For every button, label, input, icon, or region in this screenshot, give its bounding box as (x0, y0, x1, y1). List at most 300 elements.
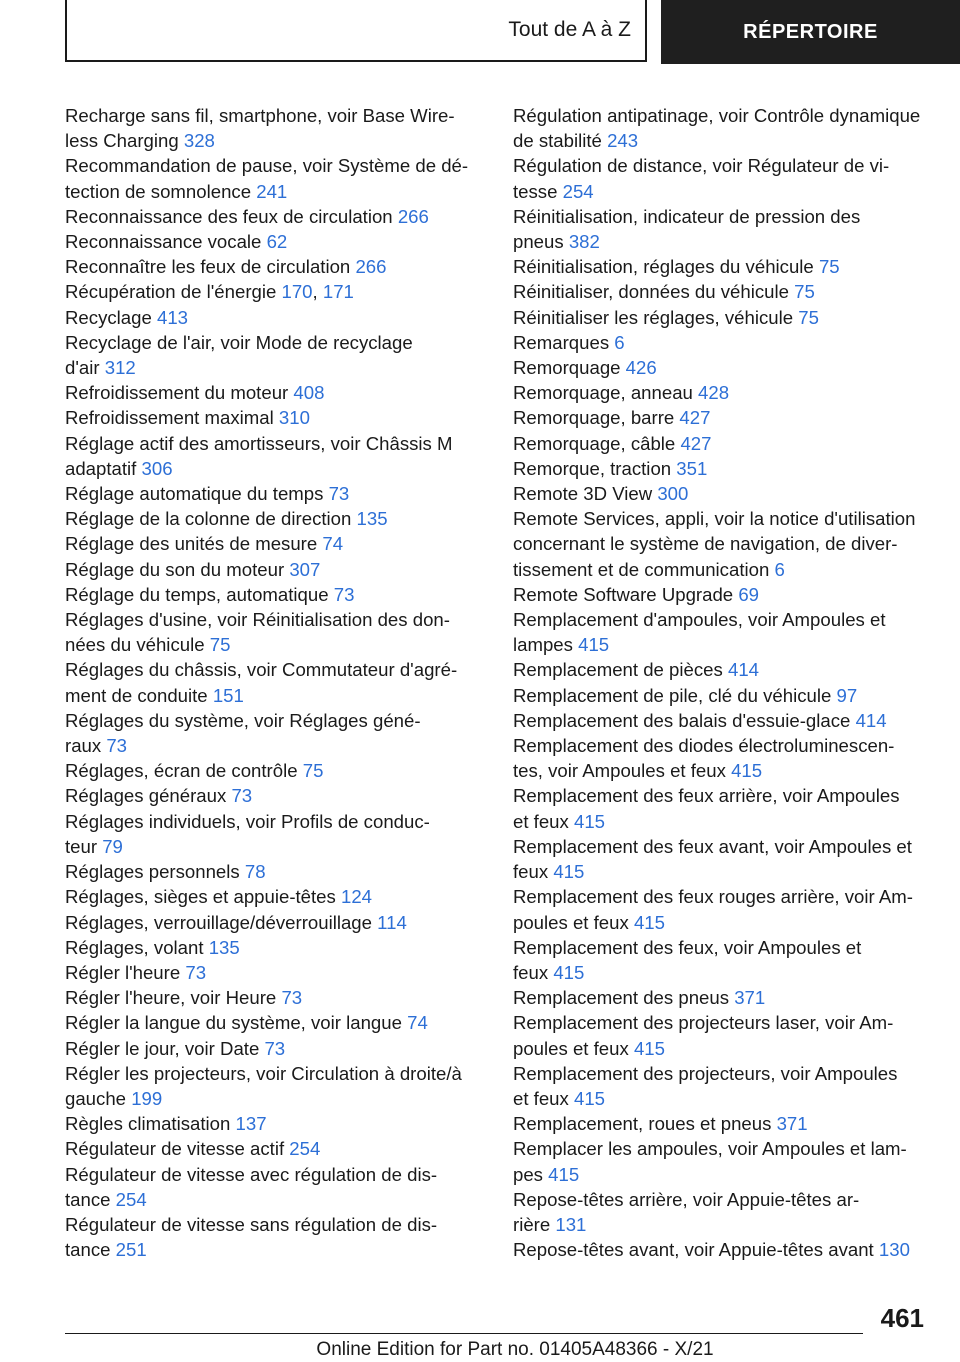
page-reference-link[interactable]: 312 (104, 357, 136, 379)
page-reference-link[interactable]: 73 (333, 583, 355, 605)
page-reference-link[interactable]: 74 (407, 1012, 428, 1034)
index-entry-line (65, 809, 485, 834)
index-entry-text: Réglages, sièges et appuie-têtes (65, 886, 336, 908)
index-entry-text: Réinitialiser les réglages, véhicule (513, 306, 794, 328)
page-reference-link[interactable]: 243 (607, 130, 639, 152)
index-entry-text: d'air (65, 357, 100, 379)
page-reference-link[interactable]: 69 (738, 583, 759, 605)
page-reference-link[interactable]: 130 (878, 1239, 910, 1261)
index-entry (65, 935, 485, 960)
page-reference-link[interactable]: 75 (302, 760, 324, 782)
index-entry-text: de stabilité (513, 130, 602, 152)
index-entry-line (513, 1136, 938, 1161)
page-reference-link[interactable]: 266 (397, 205, 429, 227)
page-reference-link[interactable]: 415 (574, 810, 606, 832)
index-entry (513, 657, 938, 682)
page-reference-link[interactable]: 254 (289, 1138, 321, 1160)
page-reference-link[interactable]: 73 (106, 735, 128, 757)
page-reference-link[interactable]: 266 (355, 256, 387, 278)
index-entry-text: Régulation de distance, voir Régulateur de vi‐ (513, 155, 890, 177)
index-entry-line (513, 557, 938, 582)
index-entry-text: Réglage des unités de mesure (65, 533, 318, 555)
index-entry-line (65, 330, 485, 355)
index-entry (513, 708, 938, 733)
index-entry-line (65, 1162, 485, 1187)
index-entry-text: Recyclage de l'air, voir Mode de recyclage (65, 331, 413, 353)
index-entry-line (513, 935, 938, 960)
index-entry (65, 153, 485, 203)
index-entry-line (65, 1136, 485, 1161)
index-entry-line (513, 1237, 938, 1262)
index-entry-line (65, 128, 485, 153)
index-entry-text: Remarques (513, 331, 610, 353)
index-entry-line (513, 279, 938, 304)
index-entry (513, 305, 938, 330)
index-entry-text: Réglage du son du moteur (65, 558, 285, 580)
index-entry-line (65, 506, 485, 531)
index-entry (65, 405, 485, 430)
page-reference-link[interactable]: 79 (102, 835, 123, 857)
index-entry-text: pneus (513, 231, 564, 253)
index-entry-text: gauche (65, 1087, 127, 1109)
index-entry-text: Remplacement de pièces (513, 659, 723, 681)
index-entry-text: Reconnaître les feux de circulation (65, 256, 351, 278)
index-entry-line (513, 1010, 938, 1035)
index-entry-text: tance (65, 1188, 111, 1210)
index-entry (513, 783, 938, 833)
index-entry-text: Réglages, volant (65, 936, 204, 958)
index-entry-text: Remorque, traction (513, 457, 672, 479)
index-entry (513, 985, 938, 1010)
index-entry-text: Règles climatisation (65, 1113, 231, 1135)
index-entry-line (65, 531, 485, 556)
index-entry-line (65, 758, 485, 783)
index-entry-text: pes (513, 1163, 543, 1185)
index-entry-line (513, 733, 938, 758)
page-reference-link[interactable]: 427 (680, 432, 712, 454)
footer-divider (65, 1333, 863, 1334)
index-entry-text: Repose-têtes avant, voir Appuie-têtes avant (513, 1239, 874, 1261)
index-entry-text: Refroidissement maximal (65, 407, 274, 429)
index-column-left (65, 103, 485, 1262)
index-entry (65, 204, 485, 229)
index-entry-line (65, 607, 485, 632)
index-entry-line (513, 456, 938, 481)
index-entry-text: Régler la langue du système, voir langue (65, 1012, 402, 1034)
index-entry-line (513, 1212, 938, 1237)
index-entry-text: tesse (513, 180, 558, 202)
index-entry-text: raux (65, 735, 102, 757)
index-entry-line (513, 103, 938, 128)
index-entry-line (513, 1111, 938, 1136)
index-entry-line (65, 355, 485, 380)
index-entry-text: Réglage du temps, automatique (65, 583, 329, 605)
index-entry-text: et feux (513, 1087, 569, 1109)
index-entry (513, 1136, 938, 1186)
index-entry-line (65, 985, 485, 1010)
page-reference-link[interactable]: 74 (322, 533, 344, 555)
page-reference-link[interactable]: 137 (235, 1113, 267, 1135)
index-entry-text: Réglages individuels, voir Profils de conduc‐ (65, 810, 430, 832)
index-entry (65, 481, 485, 506)
page-reference-link[interactable]: 307 (289, 558, 321, 580)
index-entry-line (513, 632, 938, 657)
index-entry-line (513, 708, 938, 733)
index-entry-line (65, 481, 485, 506)
index-entry-line (65, 783, 485, 808)
index-entry (65, 985, 485, 1010)
index-entry-text: ment de conduite (65, 684, 208, 706)
page-reference-link[interactable]: 62 (266, 231, 288, 253)
index-entry-line (513, 758, 938, 783)
index-entry (513, 506, 938, 582)
index-entry-line (513, 1036, 938, 1061)
page-separator: , (312, 281, 318, 303)
index-entry-line (65, 456, 485, 481)
index-entry-line (513, 809, 938, 834)
index-entry (65, 431, 485, 481)
index-entry (513, 1237, 938, 1262)
page-reference-link[interactable]: 414 (727, 659, 760, 681)
page-reference-link[interactable]: 415 (548, 1163, 580, 1185)
page-reference-link[interactable]: 415 (574, 1087, 606, 1109)
index-entry-text: tance (65, 1239, 111, 1261)
index-entry (65, 657, 485, 707)
index-entry-text: Remplacement des balais d'essuie-glace (513, 709, 851, 731)
index-entry (65, 960, 485, 985)
page-reference-link[interactable]: 300 (657, 483, 689, 505)
index-entry (513, 254, 938, 279)
index-entry-text: feux (513, 961, 549, 983)
index-entry (65, 305, 485, 330)
page-reference-link[interactable]: 413 (157, 306, 189, 328)
index-entry (513, 834, 938, 884)
index-entry (513, 380, 938, 405)
index-entry-line (513, 1162, 938, 1187)
section-tab[interactable] (65, 0, 647, 62)
page-reference-link[interactable]: 75 (794, 281, 815, 303)
index-entry-line (65, 254, 485, 279)
index-entry-line (513, 204, 938, 229)
index-entry-line (65, 582, 485, 607)
index-entry (513, 204, 938, 254)
page-number: 461 (880, 1303, 924, 1333)
page-reference-link[interactable]: 371 (734, 987, 766, 1009)
index-entry-line (65, 204, 485, 229)
index-entry-line (513, 506, 938, 531)
index-entry-line (65, 1111, 485, 1136)
index-entry-text: Réglages d'usine, voir Réinitialisation des don‐ (65, 609, 450, 631)
index-entry-text: Régler l'heure (65, 961, 181, 983)
page-reference-link[interactable]: 426 (625, 357, 657, 379)
index-entry-text: poules et feux (513, 1037, 629, 1059)
index-entry (65, 254, 485, 279)
index-entry-line (65, 1212, 485, 1237)
page-reference-link[interactable]: 306 (141, 457, 173, 479)
index-entry (513, 733, 938, 783)
index-entry-text: Reconnaissance vocale (65, 231, 262, 253)
index-entry-text: Régulateur de vitesse avec régulation de dis‐ (65, 1163, 438, 1185)
page-reference-link[interactable]: 75 (798, 306, 819, 328)
index-entry-text: Recyclage (65, 306, 152, 328)
index-entry-line (65, 733, 485, 758)
index-entry-line (513, 481, 938, 506)
page-reference-link[interactable]: 75 (209, 634, 231, 656)
index-entry-text: Remplacement des pneus (513, 987, 730, 1009)
index-entry-text: Remplacement des feux, voir Ampoules et (513, 936, 862, 958)
page-reference-link[interactable]: 351 (676, 457, 708, 479)
index-entry (65, 1162, 485, 1212)
index-entry-line (65, 910, 485, 935)
index-entry (513, 405, 938, 430)
page-reference-link[interactable]: 73 (328, 483, 350, 505)
index-entry (513, 607, 938, 657)
index-entry (513, 683, 938, 708)
index-entry-line (513, 330, 938, 355)
index-entry-line (65, 1237, 485, 1262)
index-entry-line (65, 708, 485, 733)
index-entry (65, 809, 485, 859)
page-reference-link[interactable]: 415 (633, 911, 665, 933)
index-entry-text: Remorquage (513, 357, 621, 379)
index-entry-line (513, 531, 938, 556)
page-reference-link[interactable]: 171 (322, 281, 354, 303)
index-entry-line (65, 431, 485, 456)
index-entry-line (65, 557, 485, 582)
index-entry-text: Remorquage, barre (513, 407, 675, 429)
page-reference-link[interactable]: 97 (836, 684, 858, 706)
index-entry-text: lampes (513, 634, 573, 656)
index-entry (65, 758, 485, 783)
index-entry-text: Régler le jour, voir Date (65, 1037, 260, 1059)
index-entry (513, 1010, 938, 1060)
page-reference-link[interactable]: 371 (776, 1113, 808, 1135)
page-reference-link[interactable]: 415 (578, 634, 610, 656)
index-entry (513, 153, 938, 203)
index-entry-text: Remorquage, anneau (513, 382, 693, 404)
index-entry-text: Réglages, verrouillage/déverrouillage (65, 911, 372, 933)
page-reference-link[interactable]: 254 (562, 180, 594, 202)
index-entry (65, 1212, 485, 1262)
index-entry (65, 1136, 485, 1161)
index-entry-text: Remplacement des feux avant, voir Ampoules et (513, 835, 912, 857)
index-entry-text: Réinitialisation, réglages du véhicule (513, 256, 814, 278)
page-reference-link[interactable]: 114 (377, 911, 407, 933)
index-entry-line (65, 1086, 485, 1111)
page-reference-link[interactable]: 199 (131, 1087, 163, 1109)
index-entry-text: tissement et de communication (513, 558, 770, 580)
index-entry-text: Régulation antipatinage, voir Contrôle dynamique (513, 105, 921, 126)
page-reference-link[interactable]: 131 (555, 1213, 587, 1235)
page-reference-link[interactable]: 414 (855, 709, 887, 731)
page-reference-link[interactable]: 124 (341, 886, 373, 908)
page-reference-link[interactable]: 241 (256, 180, 288, 202)
index-entry-line (513, 254, 938, 279)
index-entry (513, 279, 938, 304)
index-entry-text: Réglage de la colonne de direction (65, 508, 352, 530)
index-entry-line (513, 1086, 938, 1111)
index-entry-line (513, 859, 938, 884)
page-reference-link[interactable]: 310 (278, 407, 310, 429)
page-reference-link[interactable]: 382 (568, 231, 600, 253)
index-entry-text: Réinitialiser, données du véhicule (513, 281, 789, 303)
page-reference-link[interactable]: 254 (115, 1188, 147, 1210)
index-entry (513, 330, 938, 355)
page-reference-link[interactable]: 75 (818, 256, 840, 278)
index-entry-text: tes, voir Ampoules et feux (513, 760, 726, 782)
index-entry-text: Réglages, écran de contrôle (65, 760, 298, 782)
index-entry-text: Remote Services, appli, voir la notice d'utilisation (513, 508, 916, 530)
section-label: Tout de A à Z (508, 18, 631, 41)
index-entry-line (65, 179, 485, 204)
index-entry-text: Remorquage, câble (513, 432, 676, 454)
index-entry-line (65, 859, 485, 884)
index-entry (65, 1061, 485, 1111)
index-entry-line (513, 834, 938, 859)
index-entry-text: Régler l'heure, voir Heure (65, 987, 277, 1009)
page-reference-link[interactable]: 251 (115, 1239, 147, 1261)
index-entry (513, 884, 938, 934)
index-entry (513, 103, 938, 153)
index-entry (513, 481, 938, 506)
page-reference-link[interactable]: 6 (774, 558, 785, 580)
page-reference-link[interactable]: 427 (679, 407, 711, 429)
index-entry-line (65, 683, 485, 708)
index-entry (65, 1010, 485, 1035)
page-reference-link[interactable]: 135 (356, 508, 388, 530)
index-entry-text: Remplacement des feux arrière, voir Ampoules (513, 785, 900, 807)
page-reference-link[interactable]: 151 (212, 684, 244, 706)
page-reference-link[interactable]: 73 (264, 1037, 286, 1059)
index-entry (65, 859, 485, 884)
index-entry (513, 456, 938, 481)
index-entry-text: Remplacement des projecteurs, voir Ampoules (513, 1062, 898, 1084)
index-entry-line (65, 229, 485, 254)
index-entry-text: Remplacement des diodes électroluminescen‐ (513, 735, 895, 757)
index-entry (513, 1187, 938, 1237)
index-entry (65, 783, 485, 808)
index-entry-line (513, 683, 938, 708)
index-entry-line (65, 884, 485, 909)
index-entry (65, 1111, 485, 1136)
index-entry (513, 355, 938, 380)
index-entry-line (65, 935, 485, 960)
page-reference-link[interactable]: 73 (185, 961, 207, 983)
index-entry-line (513, 380, 938, 405)
index-entry-line (65, 1010, 485, 1035)
index-entry (513, 935, 938, 985)
index-entry-text: et feux (513, 810, 569, 832)
page-reference-link[interactable]: 73 (281, 987, 303, 1009)
index-entry-line (65, 153, 485, 178)
index-entry-line (513, 128, 938, 153)
page-reference-link[interactable]: 170 (281, 281, 313, 303)
index-entry-line (65, 405, 485, 430)
index-entry-text: Recharge sans fil, smartphone, voir Base Wire‐ (65, 105, 455, 126)
index-entry (65, 582, 485, 607)
chapter-tab[interactable] (661, 0, 960, 64)
index-entry (513, 582, 938, 607)
page-reference-link[interactable]: 6 (614, 331, 625, 353)
index-entry-text: Remplacement, roues et pneus (513, 1113, 772, 1135)
index-entry-line (513, 355, 938, 380)
index-entry-text: Remplacement de pile, clé du véhicule (513, 684, 832, 706)
index-entry-line (513, 1061, 938, 1086)
index-entry-text: Remplacer les ampoules, voir Ampoules et lam‐ (513, 1138, 907, 1160)
index-entry-line (513, 305, 938, 330)
index-entry-line (513, 960, 938, 985)
index-entry (65, 708, 485, 758)
index-entry-line (513, 985, 938, 1010)
index-entry-line (513, 910, 938, 935)
index-entry-text: Récupération de l'énergie (65, 281, 277, 303)
index-entry-text: concernant le système de navigation, de diver‐ (513, 533, 898, 555)
index-entry-text: Réinitialisation, indicateur de pression des (513, 205, 861, 227)
index-entry-text: Remote Software Upgrade (513, 583, 734, 605)
index-entry-line (65, 305, 485, 330)
index-entry (65, 1036, 485, 1061)
page-reference-link[interactable]: 415 (553, 861, 585, 883)
index-entry-text: nées du véhicule (65, 634, 205, 656)
index-entry (65, 607, 485, 657)
page-reference-link[interactable]: 73 (231, 785, 253, 807)
index-entry-line (65, 103, 485, 128)
page-reference-link[interactable]: 428 (698, 382, 730, 404)
page-reference-link[interactable]: 78 (244, 861, 266, 883)
index-entry (65, 557, 485, 582)
index-entry-text: adaptatif (65, 457, 137, 479)
index-entry (65, 910, 485, 935)
index-entry (65, 884, 485, 909)
index-entry-line (513, 153, 938, 178)
page-reference-link[interactable]: 415 (553, 961, 585, 983)
index-entry (65, 531, 485, 556)
index-entry-text: Réglage automatique du temps (65, 483, 324, 505)
index-entry-line (513, 607, 938, 632)
page-reference-link[interactable]: 415 (731, 760, 763, 782)
index-entry-text: Remplacement des projecteurs laser, voir Am‐ (513, 1012, 894, 1034)
index-entry-text: Reconnaissance des feux de circulation (65, 205, 393, 227)
page-header (65, 0, 960, 64)
index-entry-text: Réglages généraux (65, 785, 227, 807)
index-entry-text: Remote 3D View (513, 483, 653, 505)
index-entry-text: Refroidissement du moteur (65, 382, 289, 404)
index-entry-text: Recommandation de pause, voir Système de dé‐ (65, 155, 469, 177)
index-entry-text: teur (65, 835, 98, 857)
index-entry (65, 330, 485, 380)
index-entry-text: Régulateur de vitesse actif (65, 1138, 285, 1160)
index-entry-line (513, 431, 938, 456)
index-entry-line (65, 1036, 485, 1061)
index-entry-text: Remplacement des feux rouges arrière, voir Am‐ (513, 886, 913, 908)
page-reference-link[interactable]: 408 (293, 382, 325, 404)
index-entry (65, 506, 485, 531)
index-entry-text: Remplacement d'ampoules, voir Ampoules et (513, 609, 886, 631)
index-entry-text: Régler les projecteurs, voir Circulation à droite/à (65, 1062, 462, 1084)
index-entry-line (65, 279, 485, 304)
page-reference-link[interactable]: 415 (633, 1037, 665, 1059)
page-reference-link[interactable]: 328 (183, 130, 215, 152)
index-entry-line (65, 1061, 485, 1086)
index-column-right (513, 103, 938, 1262)
page-reference-link[interactable]: 135 (208, 936, 240, 958)
index-entry-line (513, 582, 938, 607)
index-entry-text: Réglages du châssis, voir Commutateur d'agré‐ (65, 659, 458, 681)
index-entry-line (513, 229, 938, 254)
index-entry-line (65, 632, 485, 657)
index-entry-text: Réglage actif des amortisseurs, voir Châssis M (65, 432, 453, 454)
index-entry-text: poules et feux (513, 911, 629, 933)
